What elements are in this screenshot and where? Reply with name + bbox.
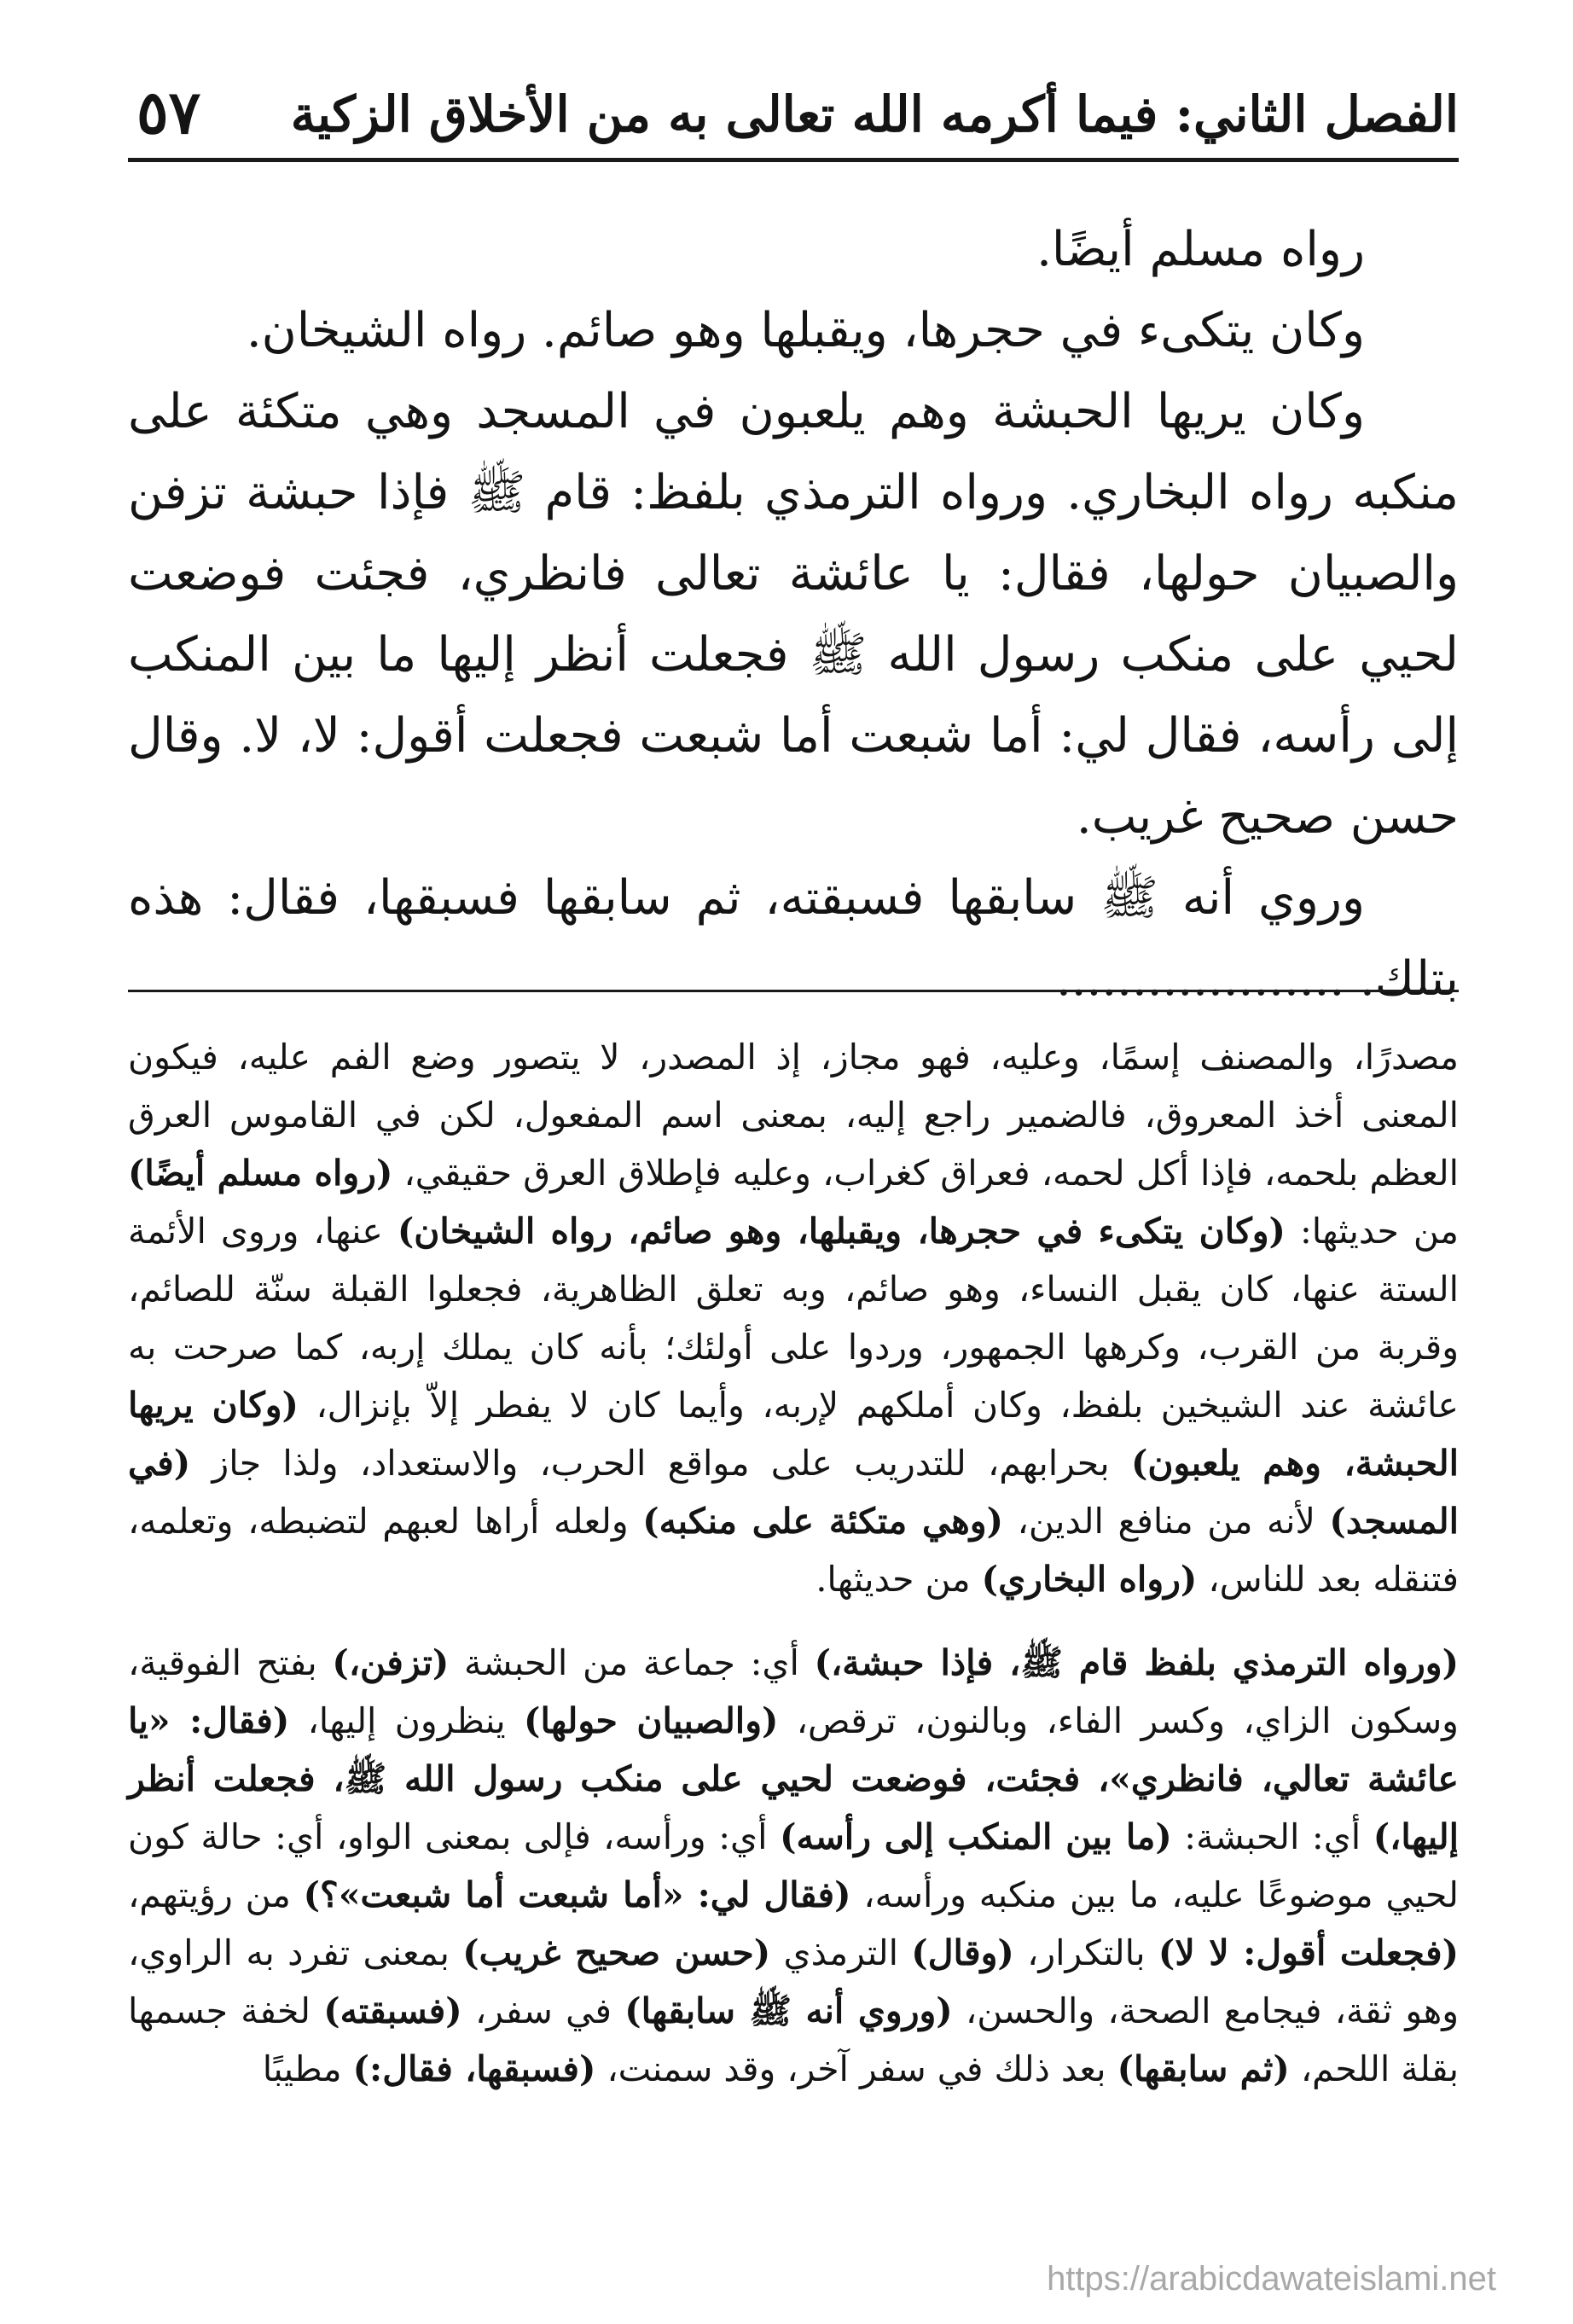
- quoted-text: (حسن صحيح غريب): [462, 1932, 771, 1973]
- commentary-text: في سفر،: [461, 1990, 625, 2031]
- commentary-text: ولعله أراها لعبهم لتضبطه، وتعلمه، فتنقله بعد للناس،: [128, 1501, 1459, 1600]
- commentary-text: من رؤيتهم،: [128, 1874, 304, 1915]
- quoted-text: (والصبيان حولها): [524, 1700, 779, 1741]
- commentary-text: بالتكرار،: [1013, 1932, 1158, 1973]
- commentary-text: أي: جماعة من الحبشة: [449, 1642, 815, 1683]
- commentary-text: أي: الحبشة:: [1171, 1816, 1373, 1857]
- ellipsis-dots: ...................: [1055, 951, 1345, 1007]
- commentary-text: ينظرون إليها،: [289, 1700, 525, 1741]
- commentary-divider: [128, 990, 1459, 992]
- commentary-paragraph: [128, 1028, 1459, 1608]
- commentary-text: أي: ورأسه، فإلى بمعنى الواو، أي: حالة كون لحيي موضوعًا عليه، ما بين منكبه ورأسه،: [128, 1816, 1459, 1915]
- commentary-text: بمعنى تفرد به الراوي، وهو ثقة، فيجامع الصحة، والحسن،: [128, 1932, 1460, 2031]
- quoted-text: (وقال): [911, 1932, 1014, 1973]
- commentary-text: لأنه من منافع الدين،: [1003, 1501, 1330, 1542]
- commentary-text: لخفة جسمها بقلة اللحم،: [128, 1990, 1459, 2089]
- quoted-text: (في المسجد): [128, 1443, 1459, 1542]
- commentary-text: بحرابهم، للتدريب على مواقع الحرب، والاستعداد، ولذا جاز: [190, 1443, 1131, 1484]
- commentary-text: من حديثها.: [816, 1559, 982, 1600]
- page-header: [128, 77, 1459, 154]
- quoted-text: (فجعلت أقول: لا لا): [1158, 1932, 1459, 1973]
- commentary-text: بفتح الفوقية، وسكون الزاي، وكسر الفاء، وبالنون، ترقص،: [128, 1642, 1459, 1741]
- chapter-title: الفصل الثاني: فيما أكرمه الله تعالى به من الأخلاق الزكية: [290, 85, 1459, 143]
- quoted-text: (ورواه الترمذي بلفظ قام ﷺ، فإذا حبشة،): [814, 1642, 1459, 1683]
- main-paragraph: وكان يريها الحبشة وهم يلعبون في المسجد وهي متكئة على منكبه رواه البخاري. ورواه الترمذي بلفظ: قام ﷺ فإذا حبشة تزفن والصبيان حولها، فقال: يا عائشة تعالى فانظري، فجئت فوضعت لحيي على منكب رسول الله ﷺ فجعلت أنظر إليها ما بين المنكب إلى رأسه، فقال لي: أما شبعت أما شبعت فجعلت أقول: لا، لا. وقال حسن صحيح غريب.: [128, 384, 1459, 845]
- page-number: ٥٧: [136, 77, 201, 148]
- quoted-text: (وكان يتكىء في حجرها، ويقبلها، وهو صائم، رواه الشيخان): [397, 1211, 1286, 1252]
- header-divider: [128, 158, 1459, 162]
- quoted-text: (وهي متكئة على منكبه): [642, 1501, 1003, 1542]
- commentary-paragraph: [128, 1634, 1459, 2098]
- main-paragraph: رواه مسلم أيضًا.: [1036, 222, 1365, 277]
- quoted-text: (ثم سابقها): [1117, 2048, 1290, 2089]
- commentary: [128, 1028, 1459, 2098]
- main-text: [128, 209, 1459, 1020]
- quoted-text: (ما بين المنكب إلى رأسه): [780, 1816, 1172, 1857]
- commentary-text: بعد ذلك في سفر آخر، وقد سمنت،: [595, 2048, 1117, 2089]
- watermark-url: https://arabicdawateislami.net: [1047, 2260, 1496, 2298]
- commentary-text: الترمذي: [770, 1932, 912, 1973]
- quoted-text: (رواه البخاري): [981, 1559, 1198, 1600]
- quoted-text: (وروي أنه ﷺ سابقها): [624, 1990, 953, 2031]
- quoted-text: (فسبقته): [323, 1990, 462, 2031]
- quoted-text: (فسبقها، فقال:): [352, 2048, 596, 2089]
- quoted-text: (تزفن،): [332, 1642, 450, 1683]
- quoted-text: (رواه مسلم أيضًا): [128, 1153, 393, 1194]
- quoted-text: (فقال: «يا عائشة تعالي، فانظري»، فجئت، فوضعت لحيي على منكب رسول الله ﷺ، فجعلت أنظر إليها،): [128, 1700, 1459, 1857]
- commentary-text: مطيبًا: [262, 2048, 353, 2089]
- main-paragraph: وكان يتكىء في حجرها، ويقبلها وهو صائم. رواه الشيخان.: [246, 303, 1365, 358]
- commentary-text: من حديثها:: [1285, 1211, 1459, 1252]
- quoted-text: (وكان يريها الحبشة، وهم يلعبون): [128, 1385, 1459, 1484]
- commentary-text: مصدرًا، والمصنف إسمًا، وعليه، فهو مجاز، إذ المصدر، لا يتصور وضع الفم عليه، فيكون المعنى أخذ المعروق، فالضمير راجع إليه، بمعنى اسم المفعول، لكن في القاموس العرق العظم بلحمه، فإذا أكل لحمه، فعراق كغراب، وعليه فإطلاق العرق حقيقي،: [128, 1037, 1459, 1194]
- main-paragraph: [128, 857, 1459, 1020]
- book-page: [128, 60, 1459, 2295]
- commentary-text: عنها، وروى الأئمة الستة عنها، كان يقبل النساء، وهو صائم، وبه تعلق الظاهرية، فجعلوا القبلة سنّة للصائم، وقربة من القرب، وكرهها الجمهور، وردوا على أولئك؛ بأنه كان يملك إربه، كما صرحت به عائشة عند الشيخين بلفظ، وكان أملكهم لإربه، وأيما كان لا يفطر إلاّ بإنزال،: [128, 1211, 1459, 1426]
- quoted-text: (فقال لي: «أما شبعت أما شبعت»؟): [303, 1874, 851, 1915]
- main-paragraph-text: وروي أنه ﷺ سابقها فسبقته، ثم سابقها فسبقها، فقال: هذه بتلك.: [128, 870, 1459, 1007]
